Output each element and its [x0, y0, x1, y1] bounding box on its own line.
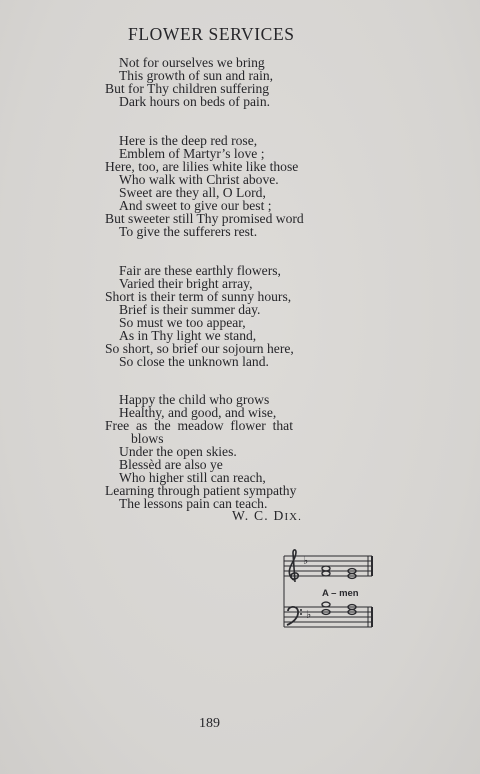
page-title: FLOWER SERVICES [128, 24, 295, 44]
poem-line: Here is the deep red rose, [119, 133, 258, 148]
poem-line: So must we too appear, [119, 315, 246, 330]
poem-line: But sweeter still Thy promised word [105, 211, 304, 226]
poem-line: Short is their term of sunny hours, [105, 289, 292, 304]
poem-line: Fair are these earthly flowers, [119, 263, 281, 278]
author-attribution [232, 508, 302, 524]
amen-lyric: A – men [322, 588, 359, 599]
treble-notes [322, 566, 356, 578]
page-number: 189 [199, 716, 220, 731]
poem-line: Here, too, are lilies white like those [105, 159, 299, 174]
bass-notes [322, 602, 356, 614]
poem-line: So close the unknown land. [119, 354, 269, 369]
poem-line: Under the open skies. [119, 444, 237, 459]
poem-line: And sweet to give our best ; [119, 198, 272, 213]
poem-line: So short, so brief our sojourn here, [105, 341, 294, 356]
poem-line: Sweet are they all, O Lord, [119, 185, 266, 200]
poem-line: Learning through patient sympathy [105, 483, 297, 498]
poem-line: Dark hours on beds of pain. [119, 94, 271, 109]
poem-line: Varied their bright array, [119, 276, 253, 291]
poem-line: Who higher still can reach, [119, 470, 266, 485]
poem-line: But for Thy children suffering [105, 81, 270, 96]
poem-line: To give the sufferers rest. [119, 224, 258, 239]
poem-line: Emblem of Martyr’s love ; [119, 146, 265, 161]
poem-line: Blessèd are also ye [119, 457, 223, 472]
poem-line: As in Thy light we stand, [119, 328, 257, 343]
poem-line: Free as the meadow flower that [105, 418, 293, 433]
author-initials: W. C. D [232, 508, 285, 523]
poem-line: Healthy, and good, and wise, [119, 405, 277, 420]
flat-icon: ♭ [303, 554, 309, 567]
poem-line: blows [131, 431, 164, 446]
poem-line: The lessons pain can teach. [119, 496, 268, 511]
poem-line: This growth of sun and rain, [119, 68, 274, 83]
poem-line: Not for ourselves we bring [119, 55, 265, 70]
author-surname-smallcaps: IX. [284, 511, 302, 523]
poem-line: Brief is their summer day. [119, 302, 261, 317]
flat-icon: ♭ [306, 608, 312, 621]
poem-line: Who walk with Christ above. [119, 172, 279, 187]
poem-line: Happy the child who grows [119, 392, 270, 407]
